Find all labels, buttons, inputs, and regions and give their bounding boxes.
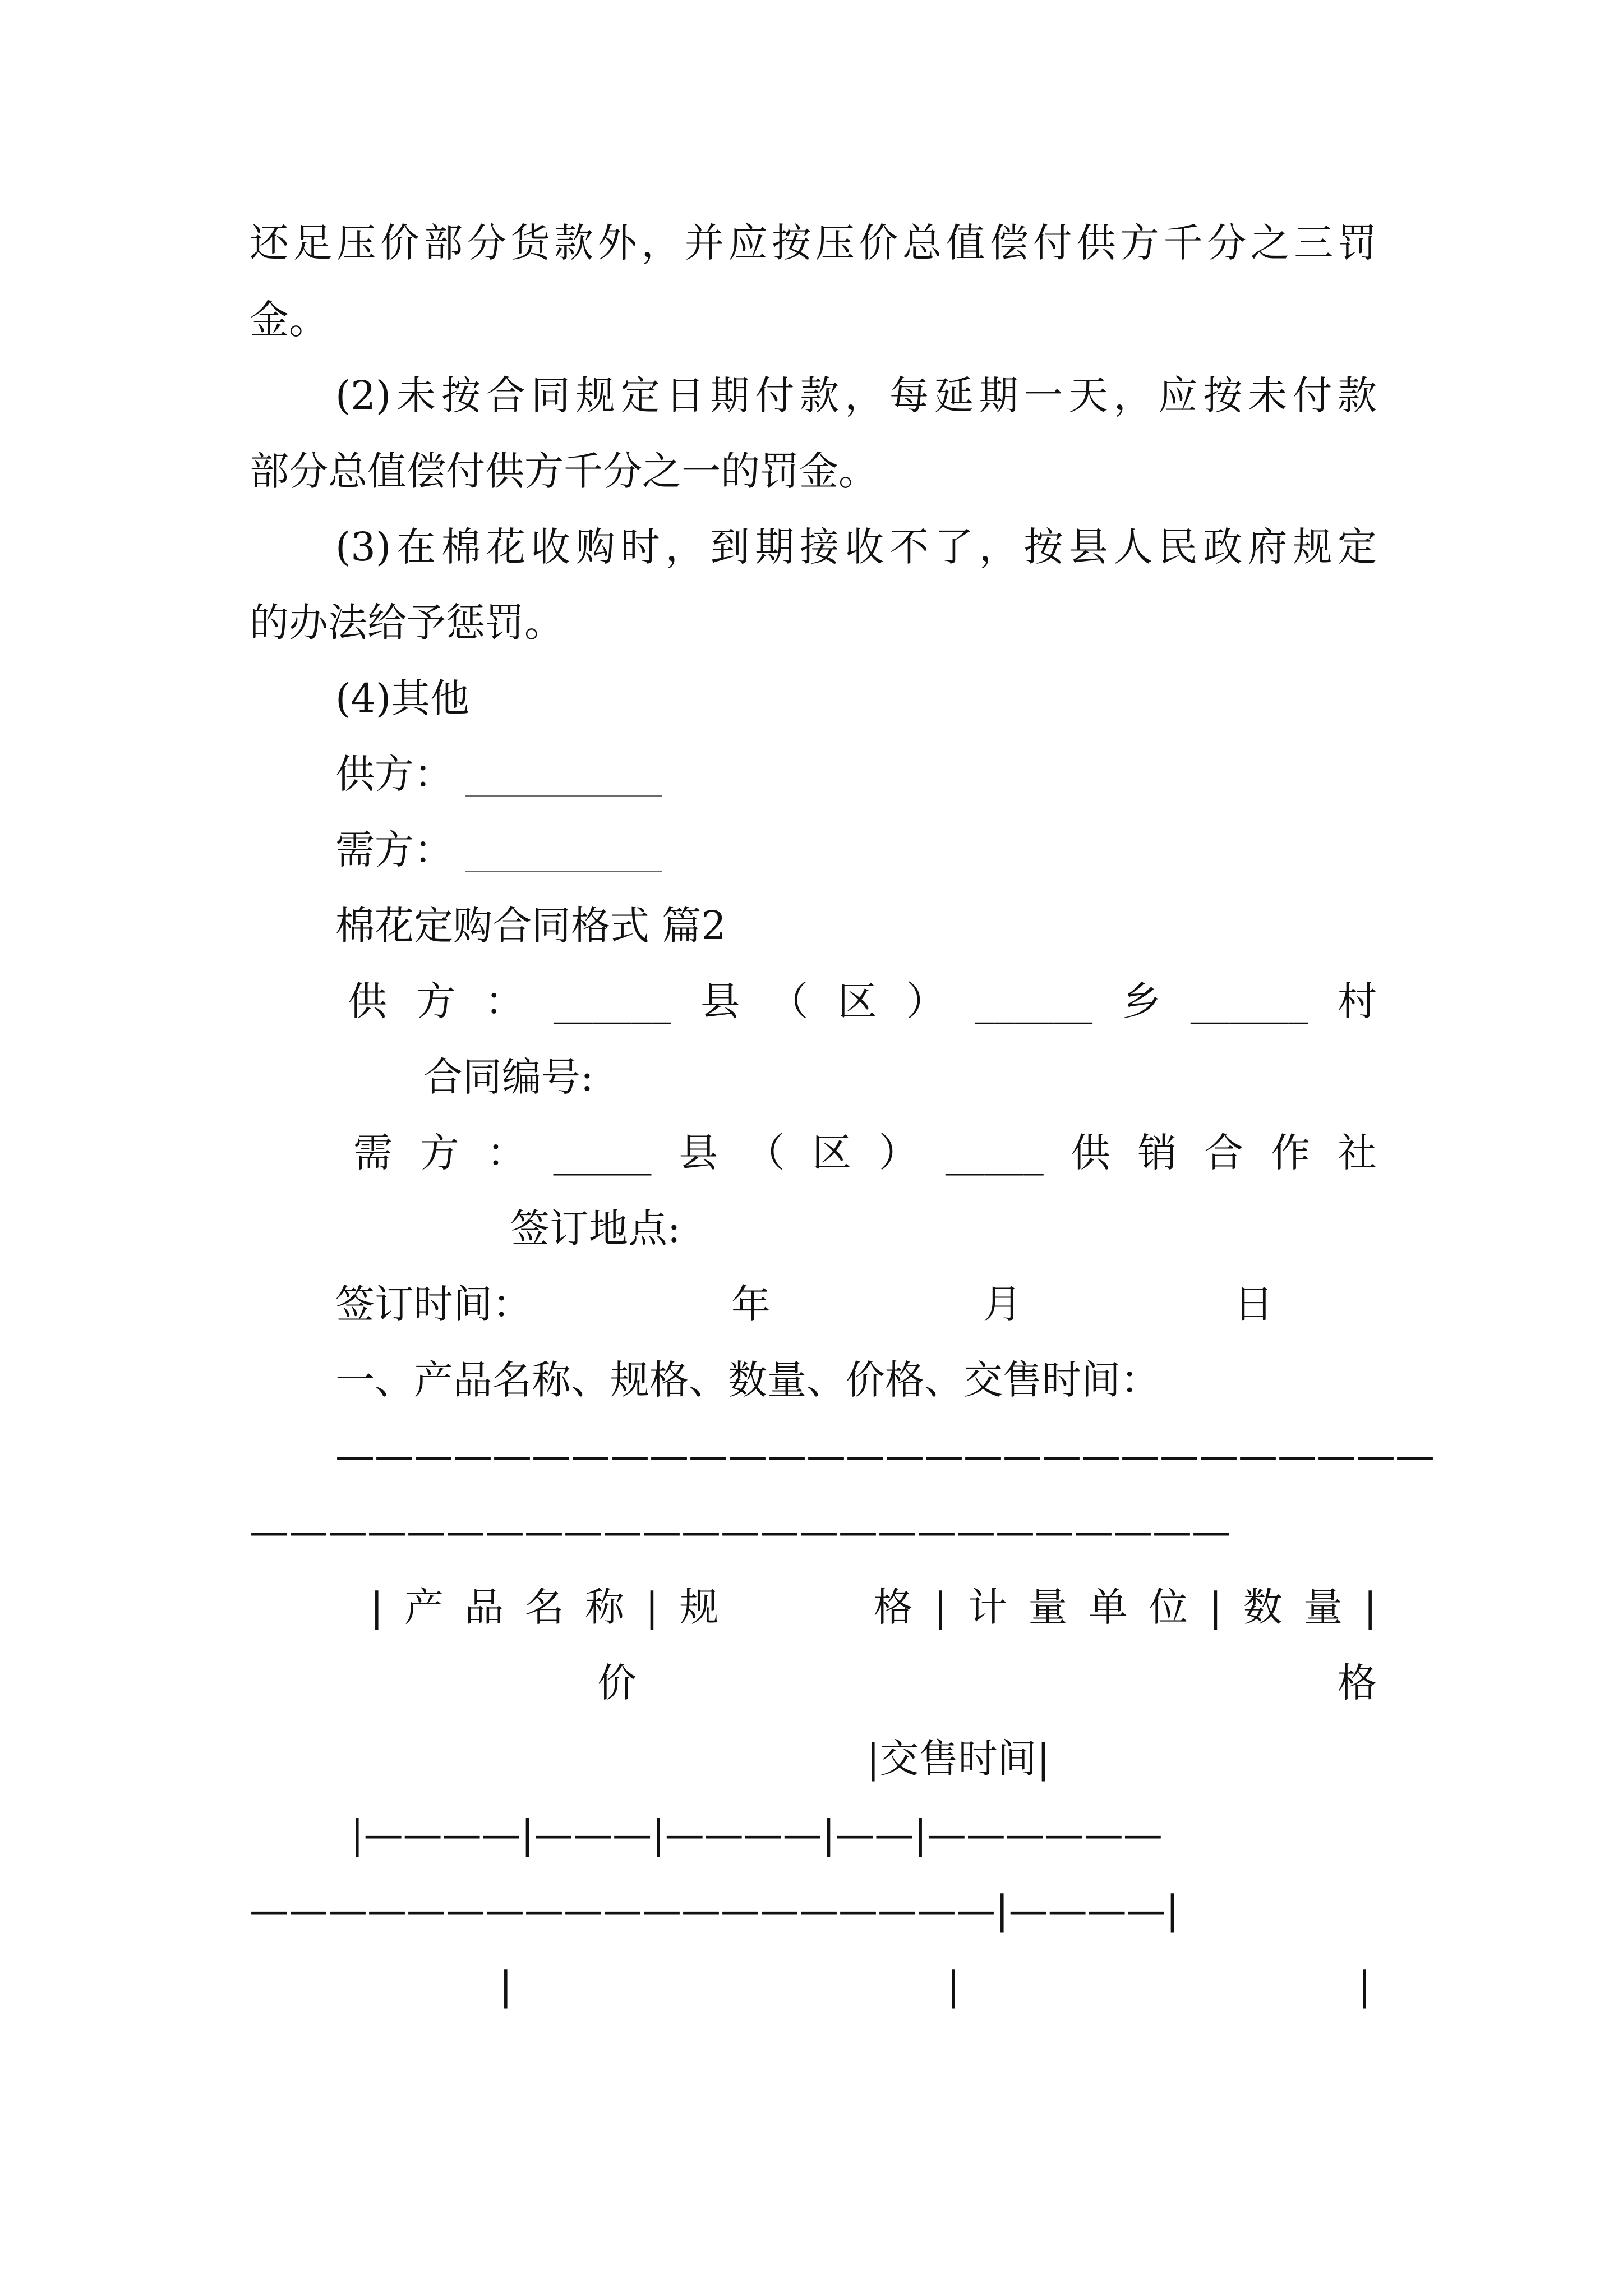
text-line: (2)未按合同规定日期付款，每延期一天，应按未付款	[335, 372, 1377, 418]
text-line: 需方：_____县（区）_____供销合作社	[353, 1130, 1377, 1176]
table-header-line: 价 格	[597, 1660, 1377, 1706]
text-line: —————————————————————————	[250, 1508, 1231, 1554]
text-line: 合同编号:	[423, 1054, 594, 1100]
text-line: 金。	[250, 297, 328, 343]
text-line: 签订地点:	[510, 1205, 681, 1251]
table-header-line: |交售时间|	[866, 1736, 1050, 1782]
text-line: 还足压价部分货款外，并应按压价总值偿付供方千分之三罚	[250, 220, 1377, 266]
text-line: 一、产品名称、规格、数量、价格、交售时间：	[335, 1357, 1160, 1403]
table-rule-line: ———————————————————|————|	[250, 1887, 1179, 1933]
supplier-blank	[465, 795, 662, 797]
text-line: (3)在棉花收购时，到期接收不了，按县人民政府规定	[335, 524, 1377, 570]
table-header-line: |产品名称|规 格|计量单位|数量|	[370, 1584, 1377, 1630]
text-line: 部分总值偿付供方千分之一的罚金。	[250, 448, 878, 494]
text-line: 供方：______县（区）______乡______村	[348, 978, 1377, 1024]
table-rule-line: |————|———|————|——|——————	[351, 1811, 1163, 1857]
section-heading: 棉花定购合同格式 篇2	[335, 903, 726, 949]
text-line: 签订时间： 年 月 日	[335, 1281, 1274, 1327]
text-line: 的办法给予惩罚。	[250, 600, 564, 646]
supplier-label: 供方：	[335, 751, 453, 797]
text-line: ————————————————————————————	[335, 1433, 1435, 1479]
buyer-blank	[465, 871, 662, 872]
text-line: (4)其他	[335, 675, 470, 721]
buyer-label: 需方：	[335, 827, 453, 873]
table-row-line: | | |	[499, 1963, 1371, 2009]
